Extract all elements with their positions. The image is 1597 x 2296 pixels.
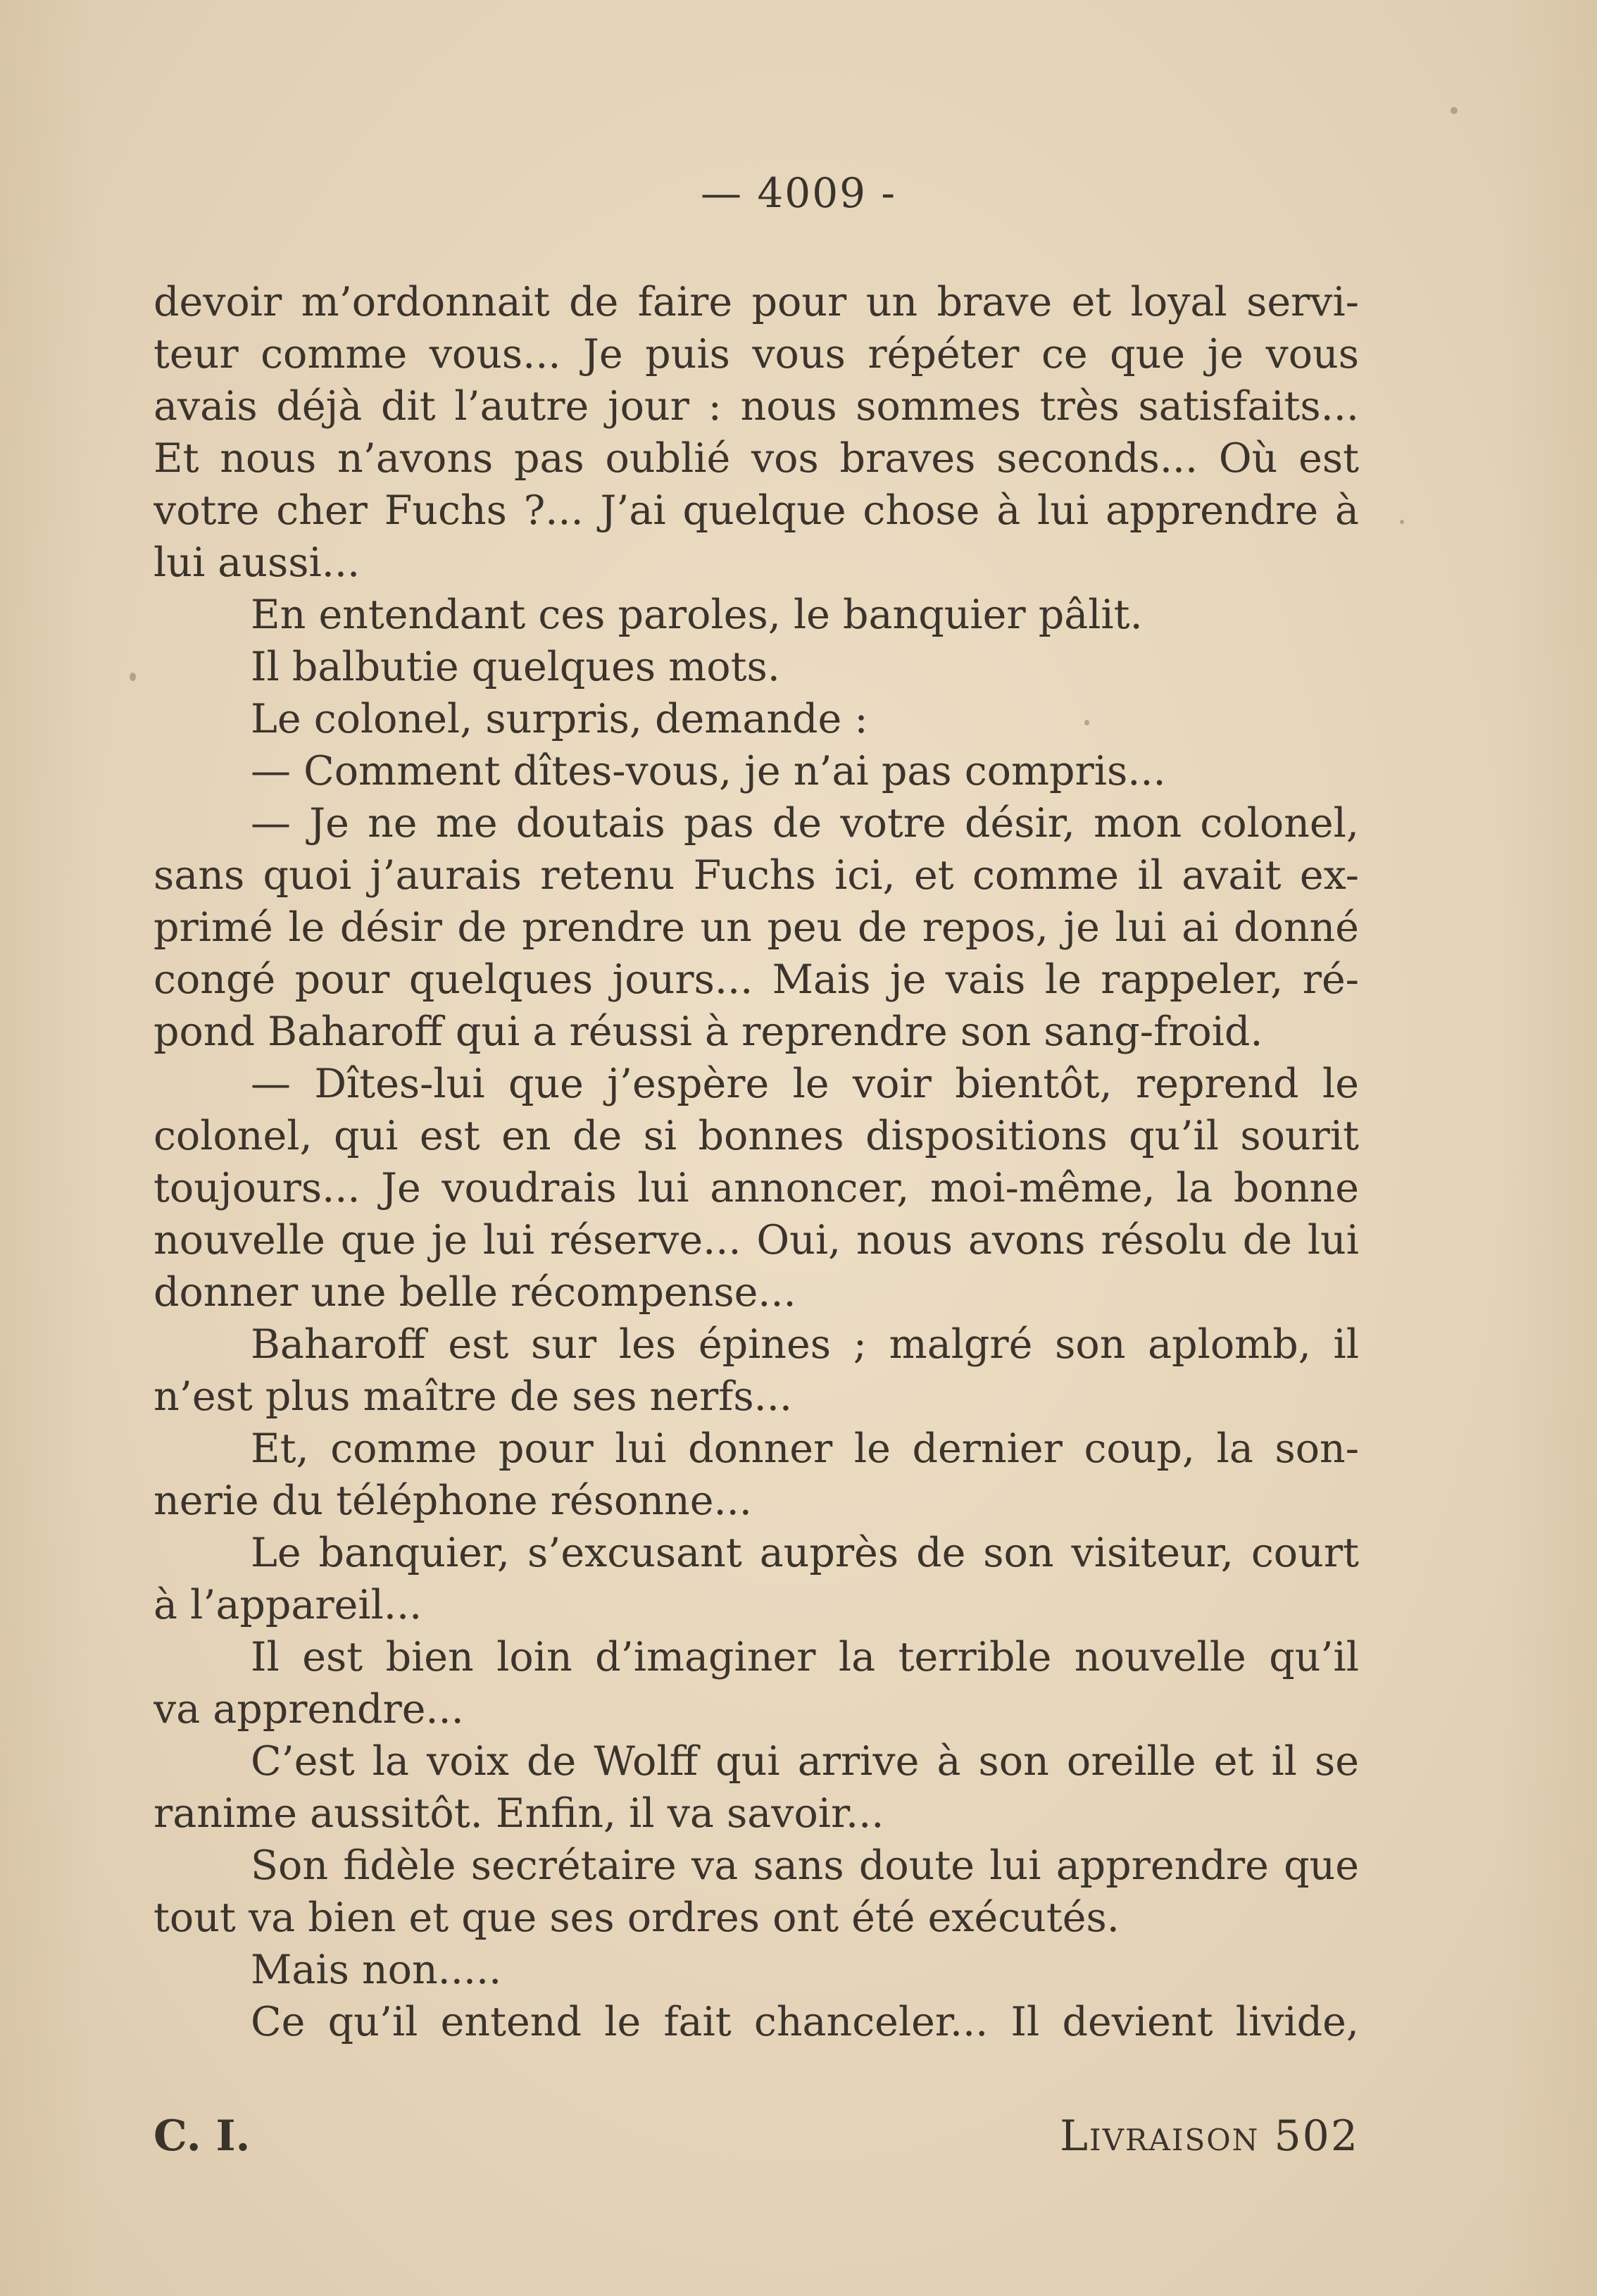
text-line: Il balbutie quelques mots.: [251, 644, 780, 690]
body-text: [154, 276, 1359, 2048]
paragraph: [154, 745, 1359, 797]
text-line: C’est la voix de Wolff qui arrive à son oreille et il se: [251, 1738, 1359, 1785]
page-number: — 4009 -: [700, 169, 897, 217]
text-line: — Dîtes-lui que j’espère le voir bientôt, reprend le: [251, 1061, 1359, 1107]
paragraph: [154, 1996, 1359, 2048]
footer-signature-mark: C. I.: [154, 2111, 251, 2161]
text-line: sans quoi j’aurais retenu Fuchs ici, et comme il avait ex-: [154, 852, 1359, 899]
paragraph: [154, 1058, 1359, 1318]
text-line: Mais non.....: [251, 1947, 502, 1993]
paragraph: [154, 693, 1359, 745]
text-line: Son fidèle secrétaire va sans doute lui apprendre que: [251, 1842, 1359, 1889]
text-line: va apprendre...: [154, 1686, 464, 1733]
text-line: devoir m’ordonnait de faire pour un brave et loyal servi-: [154, 279, 1359, 325]
text-line: En entendant ces paroles, le banquier pâlit.: [251, 592, 1143, 638]
text-line: toujours... Je voudrais lui annoncer, moi-même, la bonne: [154, 1165, 1359, 1211]
paragraph: [154, 589, 1359, 641]
paper-speck: [130, 673, 136, 681]
paragraph: [154, 797, 1359, 1058]
text-line: Baharoff est sur les épines ; malgré son aplomb, il: [251, 1321, 1359, 1368]
text-line: avais déjà dit l’autre jour : nous sommes très satisfaits...: [154, 383, 1359, 430]
paragraph: [154, 641, 1359, 693]
footer-installment-number: Livraison 502: [1060, 2111, 1359, 2161]
paragraph: [154, 1318, 1359, 1423]
text-line: pond Baharoff qui a réussi à reprendre son sang-froid.: [154, 1009, 1263, 1055]
paragraph: [154, 1735, 1359, 1840]
text-line: congé pour quelques jours... Mais je vais le rappeler, ré-: [154, 956, 1359, 1003]
text-line: lui aussi...: [154, 539, 361, 586]
paragraph: [154, 1944, 1359, 1996]
text-line: votre cher Fuchs ?... J’ai quelque chose à lui apprendre à: [154, 487, 1359, 534]
text-line: tout va bien et que ses ordres ont été exécutés.: [154, 1895, 1120, 1941]
text-line: n’est plus maître de ses nerfs...: [154, 1373, 792, 1420]
paragraph: [154, 1840, 1359, 1944]
text-line: Ce qu’il entend le fait chanceler... Il devient livide,: [251, 1999, 1359, 2045]
text-line: Le banquier, s’excusant auprès de son visiteur, court: [251, 1530, 1359, 1576]
text-line: — Je ne me doutais pas de votre désir, mon colonel,: [251, 800, 1359, 847]
paragraph: [154, 1527, 1359, 1631]
page-footer: [154, 2111, 1359, 2168]
paper-speck: [1400, 520, 1404, 524]
text-line: colonel, qui est en de si bonnes dispositions qu’il sourit: [154, 1113, 1359, 1159]
text-line: nouvelle que je lui réserve... Oui, nous avons résolu de lui: [154, 1217, 1359, 1264]
text-line: Et nous n’avons pas oublié vos braves seconds... Où est: [154, 435, 1359, 482]
text-line: primé le désir de prendre un peu de repos, je lui ai donné: [154, 904, 1359, 951]
text-line: teur comme vous... Je puis vous répéter ce que je vous: [154, 331, 1359, 378]
text-line: donner une belle récompense...: [154, 1269, 796, 1316]
text-line: ranime aussitôt. Enfin, il va savoir...: [154, 1790, 884, 1837]
text-line: Il est bien loin d’imaginer la terrible nouvelle qu’il: [251, 1634, 1359, 1680]
text-line: Et, comme pour lui donner le dernier coup, la son-: [251, 1425, 1359, 1472]
text-line: — Comment dîtes-vous, je n’ai pas compris...: [251, 748, 1166, 794]
text-line: à l’appareil...: [154, 1582, 422, 1628]
paragraph: [154, 276, 1359, 589]
paragraph: [154, 1631, 1359, 1735]
text-line: nerie du téléphone résonne...: [154, 1478, 752, 1524]
text-line: Le colonel, surpris, demande :: [251, 696, 868, 742]
paper-speck: [1451, 107, 1458, 114]
paragraph: [154, 1423, 1359, 1527]
